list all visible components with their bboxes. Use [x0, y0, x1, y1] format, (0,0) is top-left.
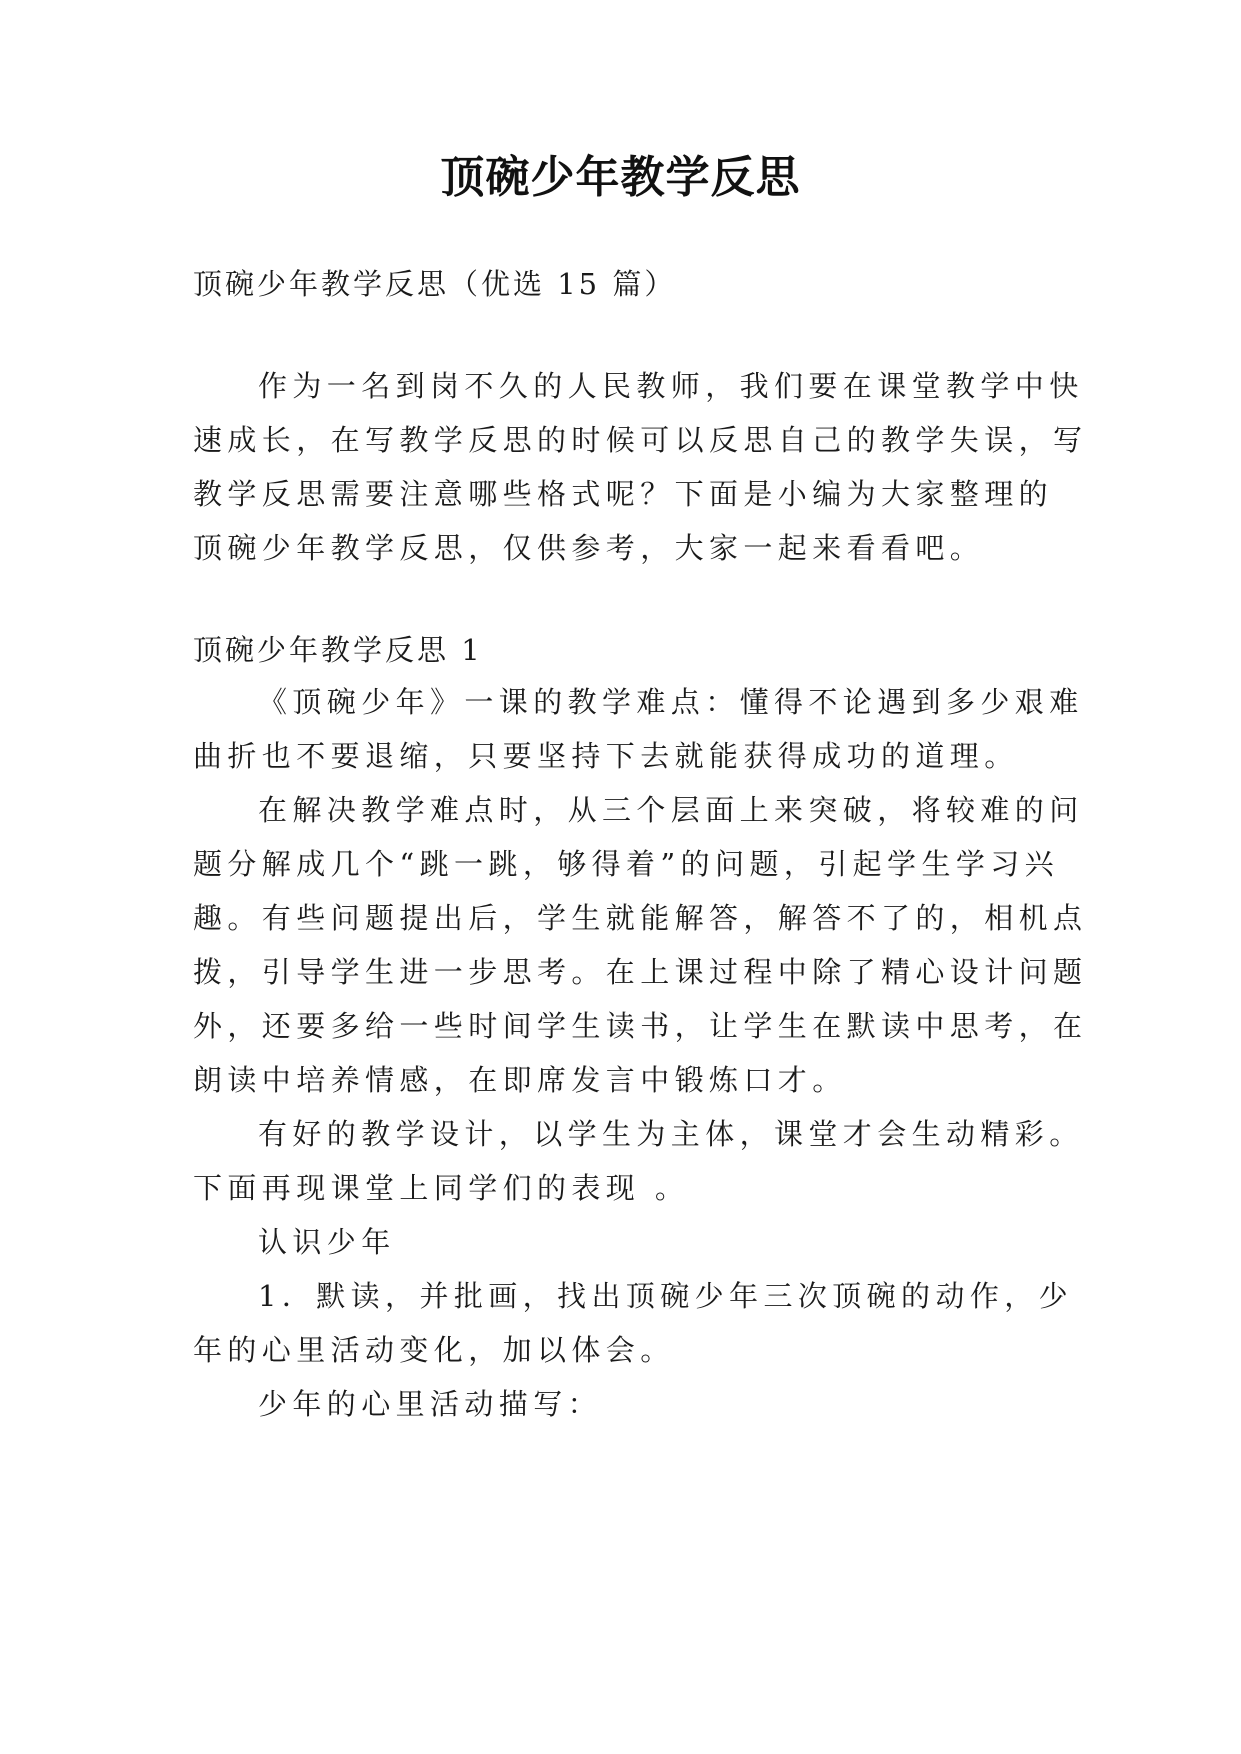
- intro-paragraph-line: 顶碗少年教学反思，仅供参考，大家一起来看看吧。: [193, 531, 985, 565]
- page-title: 顶碗少年教学反思: [440, 152, 801, 203]
- body-paragraph-line: 朗读中培养情感，在即席发言中锻炼口才。: [193, 1063, 847, 1097]
- body-paragraph-line: 下面再现课堂上同学们的表现 。: [193, 1171, 690, 1205]
- body-paragraph-line: 有好的教学设计，以学生为主体，课堂才会生动精彩。: [258, 1117, 1084, 1151]
- body-paragraph-line: 认识少年: [258, 1225, 396, 1259]
- body-paragraph-line: 在解决教学难点时，从三个层面上来突破，将较难的问: [258, 793, 1084, 827]
- section-heading: 顶碗少年教学反思 1: [193, 633, 483, 667]
- intro-paragraph-line: 作为一名到岗不久的人民教师，我们要在课堂教学中快: [258, 369, 1084, 403]
- body-paragraph-line: 少年的心里活动描写：: [258, 1387, 603, 1421]
- body-paragraph-line: 《顶碗少年》一课的教学难点：懂得不论遇到多少艰难: [258, 685, 1084, 719]
- intro-paragraph-line: 速成长，在写教学反思的时候可以反思自己的教学失误，写: [193, 423, 1088, 457]
- document-subtitle: 顶碗少年教学反思（优选 15 篇）: [193, 267, 677, 301]
- body-paragraph-line: 题分解成几个“跳一跳，够得着”的问题，引起学生学习兴: [193, 847, 1060, 881]
- body-paragraph-line: 趣。有些问题提出后，学生就能解答，解答不了的，相机点: [193, 901, 1088, 935]
- body-paragraph-line: 年的心里活动变化，加以体会。: [193, 1333, 675, 1367]
- intro-paragraph-line: 教学反思需要注意哪些格式呢？下面是小编为大家整理的: [193, 477, 1054, 511]
- body-paragraph-line: 1．默读，并批画，找出顶碗少年三次顶碗的动作，少: [258, 1279, 1074, 1313]
- body-paragraph-line: 曲折也不要退缩，只要坚持下去就能获得成功的道理。: [193, 739, 1019, 773]
- body-paragraph-line: 外，还要多给一些时间学生读书，让学生在默读中思考，在: [193, 1009, 1088, 1043]
- body-paragraph-line: 拨，引导学生进一步思考。在上课过程中除了精心设计问题: [193, 955, 1088, 989]
